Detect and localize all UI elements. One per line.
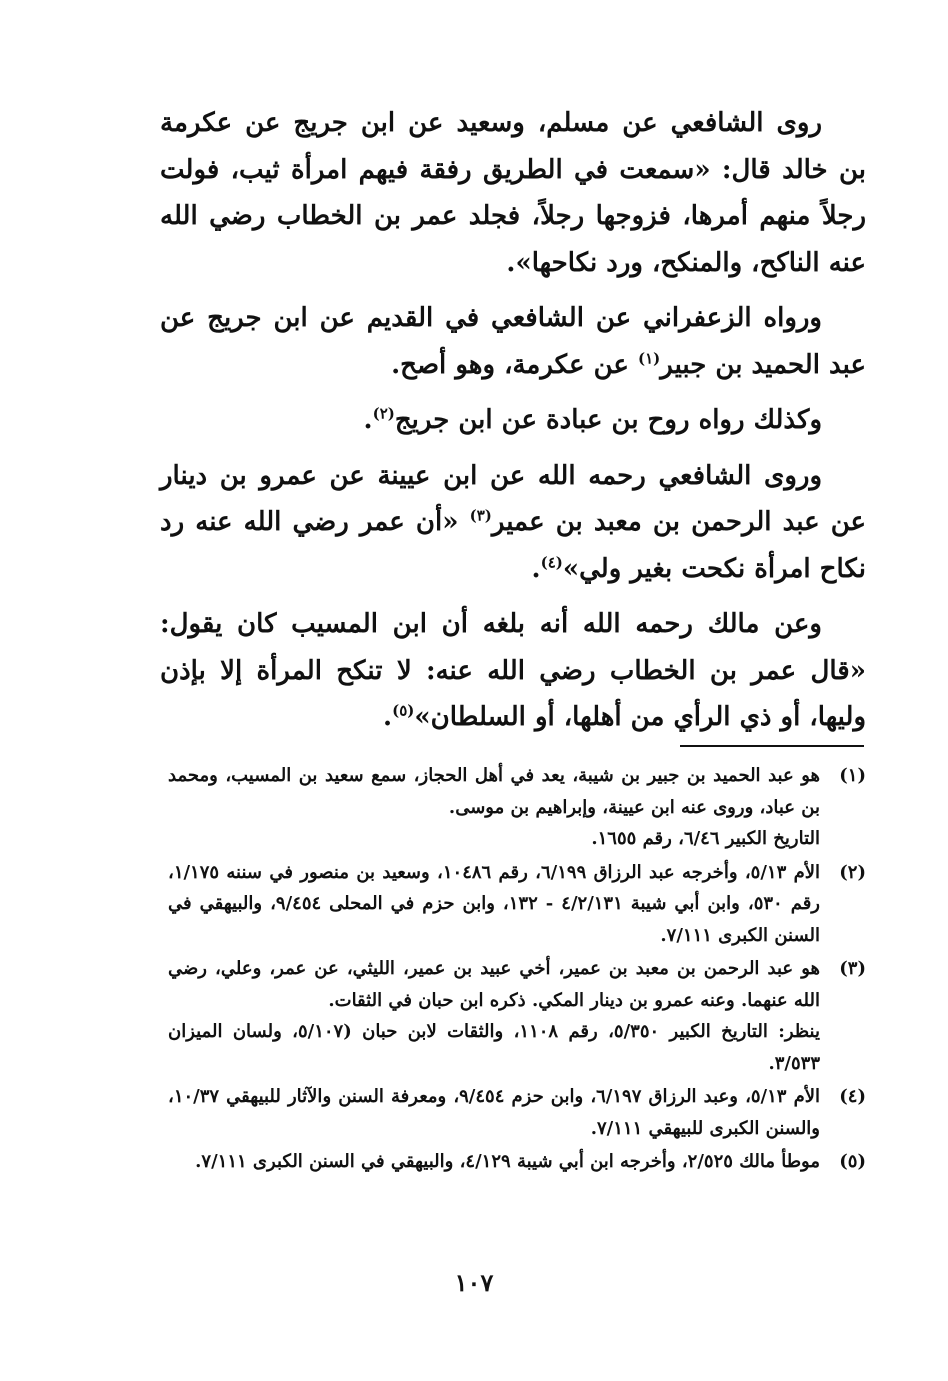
footnote-1 <box>168 760 866 855</box>
footnote-number: (١) <box>839 765 866 786</box>
paragraph-2 <box>160 295 866 388</box>
footnote-body <box>168 953 820 1079</box>
footnote-body <box>168 857 820 952</box>
footnote-ref-5[interactable]: (٥) <box>392 701 415 720</box>
footnote-2 <box>168 857 866 952</box>
paragraph-2-text: ورواه الزعفراني عن الشافعي في القديم عن ابن جريج عن عبد الحميد بن جبير <box>160 303 866 380</box>
paragraph-4-text-middle: «أن عمر رضي الله عنه رد نكاح امرأة نكحت بغير ولي» <box>160 507 866 584</box>
footnote-text: الأم ٥/١٣، وأخرجه عبد الرزاق ٦/١٩٩، رقم ١٠٤٨٦، وسعيد بن منصور في سننه ١/١٧٥، رقم ٥٣٠، وابن أبي شيبة ٤/٢/١٣١ - ١٣٢، وابن حزم في المحلى ٩/٤٥٤، والبيهقي في السنن الكبرى ٧/١١١. <box>168 861 821 946</box>
paragraph-3-text-end: . <box>363 405 373 435</box>
paragraph-5-text: وعن مالك رحمه الله أنه بلغه أن ابن المسيب كان يقول: «قال عمر بن الخطاب رضي الله عنه: لا تنكح المرأة إلا بإذن وليها، أو ذي الرأي من أهلها، أو السلطان» <box>160 609 866 732</box>
paragraph-5 <box>160 601 866 741</box>
paragraph-1 <box>160 100 866 286</box>
page-number: ١٠٧ <box>454 1268 494 1297</box>
footnote-source: التاريخ الكبير ٦/٤٦، رقم ١٦٥٥. <box>591 828 820 849</box>
paragraph-4-text-end: . <box>531 553 541 584</box>
paragraph-3-text: وكذلك رواه روح بن عبادة عن ابن جريج <box>394 405 822 435</box>
footnote-source: ينظر: التاريخ الكبير ٥/٣٥٠، رقم ١١٠٨، والثقات لابن حبان (٥/١٠٧، ولسان الميزان ٣/٥٣٣. <box>168 1021 820 1074</box>
footnote-body <box>168 1146 820 1178</box>
main-text <box>160 100 866 750</box>
footnote-number: (٤) <box>839 1086 866 1107</box>
footnote-ref-1[interactable]: (١) <box>637 348 661 367</box>
footnote-ref-2[interactable]: (٢) <box>372 404 395 423</box>
footnote-text: موطأ مالك ٢/٥٢٥، وأخرجه ابن أبي شيبة ٤/١٢٩، والبيهقي في السنن الكبرى ٧/١١١. <box>195 1151 820 1172</box>
paragraph-4-text: وروى الشافعي رحمه الله عن ابن عيينة عن عمرو بن دينار عن عبد الرحمن بن معبد بن عمير <box>160 460 866 537</box>
paragraph-3 <box>160 397 866 444</box>
footnote-text: هو عبد الحميد بن جبير بن شيبة، يعد في أهل الحجاز، سمع سعيد بن المسيب، ومحمد بن عباد، وروى عنه ابن عيينة، وإبراهيم بن موسى. <box>168 765 820 818</box>
footnote-number: (٥) <box>839 1151 866 1172</box>
footnote-5 <box>168 1146 866 1178</box>
footnote-number: (٣) <box>839 958 866 979</box>
footnote-ref-4[interactable]: (٤) <box>540 552 563 571</box>
paragraph-2-text-end: عن عكرمة، وهو أصح. <box>391 349 638 380</box>
footnote-text: الأم ٥/١٣، وعبد الرزاق ٦/١٩٧، وابن حزم ٩/٤٥٤، ومعرفة السنن والآثار للبيهقي ١٠/٣٧، والسنن الكبرى للبيهقي ٧/١١١. <box>168 1086 820 1139</box>
footnote-divider <box>680 745 864 747</box>
footnote-body <box>168 1081 820 1144</box>
footnote-body <box>168 760 820 855</box>
footnote-3 <box>168 953 866 1079</box>
paragraph-5-text-end: . <box>383 702 393 732</box>
footnote-number: (٢) <box>839 861 866 883</box>
footnote-ref-3[interactable]: (٣) <box>469 506 492 525</box>
paragraph-1-text: روى الشافعي عن مسلم، وسعيد عن ابن جريج عن عكرمة بن خالد قال: «سمعت في الطريق رفقة فيهم امرأة ثيب، فولت رجلاً منهم أمرها، فزوجها رجلاً، فجلد عمر بن الخطاب رضي الله عنه الناكح، والمنكح، ورد نكاحها». <box>160 108 866 278</box>
footnotes <box>168 760 866 1180</box>
paragraph-4 <box>160 453 866 593</box>
footnote-4 <box>168 1081 866 1144</box>
footnote-text: هو عبد الرحمن بن معبد بن عمير، أخي عبيد بن عمير، الليثي، عن عمر، وعلي، رضي الله عنهما. وعنه عمرو بن دينار المكي. ذكره ابن حبان في الثقات. <box>168 958 820 1011</box>
